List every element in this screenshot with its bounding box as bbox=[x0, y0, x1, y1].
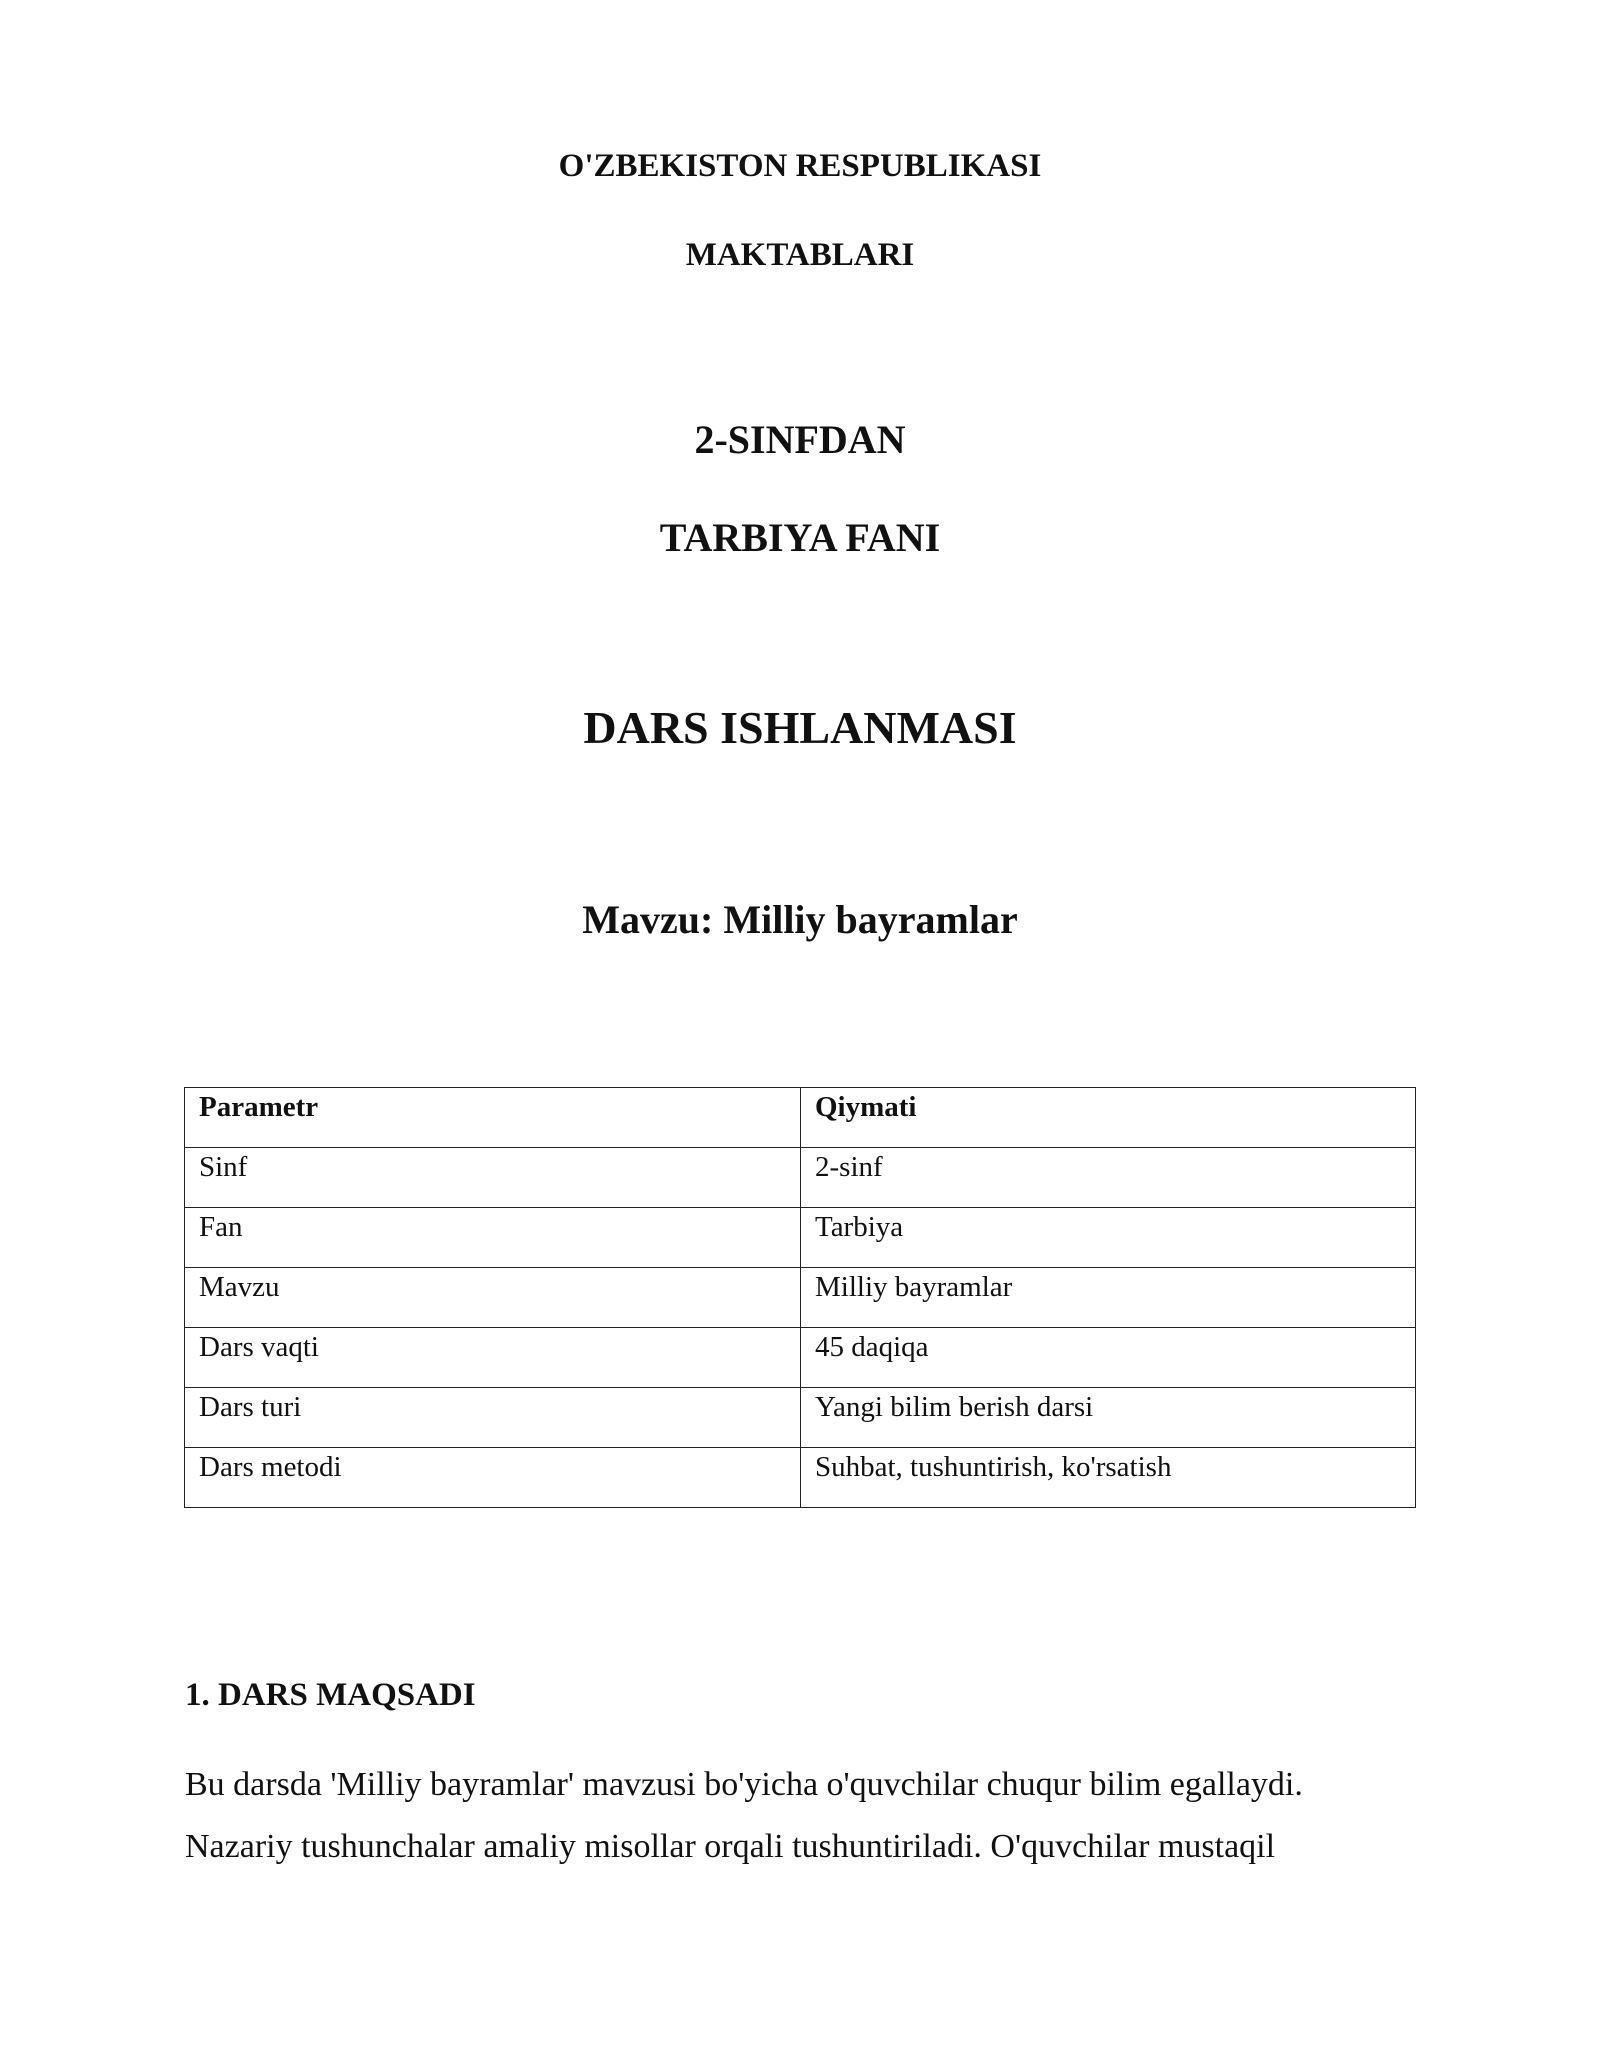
column-header-parameter: Parametr bbox=[185, 1088, 801, 1148]
table-row bbox=[185, 1208, 1416, 1268]
paragraph-line: Bu darsda 'Milliy bayramlar' mavzusi bo'yicha o'quvchilar chuqur bilim egallaydi. bbox=[185, 1766, 1303, 1803]
table-row bbox=[185, 1268, 1416, 1328]
row-label: Dars vaqti bbox=[185, 1328, 801, 1388]
paragraph-line: Nazariy tushunchalar amaliy misollar orqali tushuntiriladi. O'quvchilar mustaqil bbox=[185, 1828, 1276, 1865]
row-value: 45 daqiqa bbox=[801, 1328, 1416, 1388]
grade-heading: 2-SINFDAN bbox=[694, 417, 906, 462]
section-title-lesson-goal: 1. DARS MAQSADI bbox=[185, 1677, 476, 1713]
row-value: 2-sinf bbox=[801, 1148, 1416, 1208]
table-row bbox=[185, 1388, 1416, 1448]
row-value: Tarbiya bbox=[801, 1208, 1416, 1268]
row-label: Dars turi bbox=[185, 1388, 801, 1448]
document-title: DARS ISHLANMASI bbox=[583, 702, 1017, 753]
row-label: Fan bbox=[185, 1208, 801, 1268]
row-label: Dars metodi bbox=[185, 1448, 801, 1508]
row-label: Sinf bbox=[185, 1148, 801, 1208]
organization-line-1: O'ZBEKISTON RESPUBLIKASI bbox=[558, 148, 1042, 184]
row-value: Suhbat, tushuntirish, ko'rsatish bbox=[801, 1448, 1416, 1508]
organization-line-2: MAKTABLARI bbox=[685, 237, 915, 273]
column-header-value: Qiymati bbox=[801, 1088, 1416, 1148]
row-value: Milliy bayramlar bbox=[801, 1268, 1416, 1328]
lesson-info-table bbox=[184, 1087, 1416, 1508]
table-header-row bbox=[185, 1088, 1416, 1148]
row-label: Mavzu bbox=[185, 1268, 801, 1328]
table-row bbox=[185, 1328, 1416, 1388]
row-value: Yangi bilim berish darsi bbox=[801, 1388, 1416, 1448]
topic-heading: Mavzu: Milliy bayramlar bbox=[582, 897, 1018, 942]
table-row bbox=[185, 1448, 1416, 1508]
subject-heading: TARBIYA FANI bbox=[659, 515, 941, 560]
table-row bbox=[185, 1148, 1416, 1208]
